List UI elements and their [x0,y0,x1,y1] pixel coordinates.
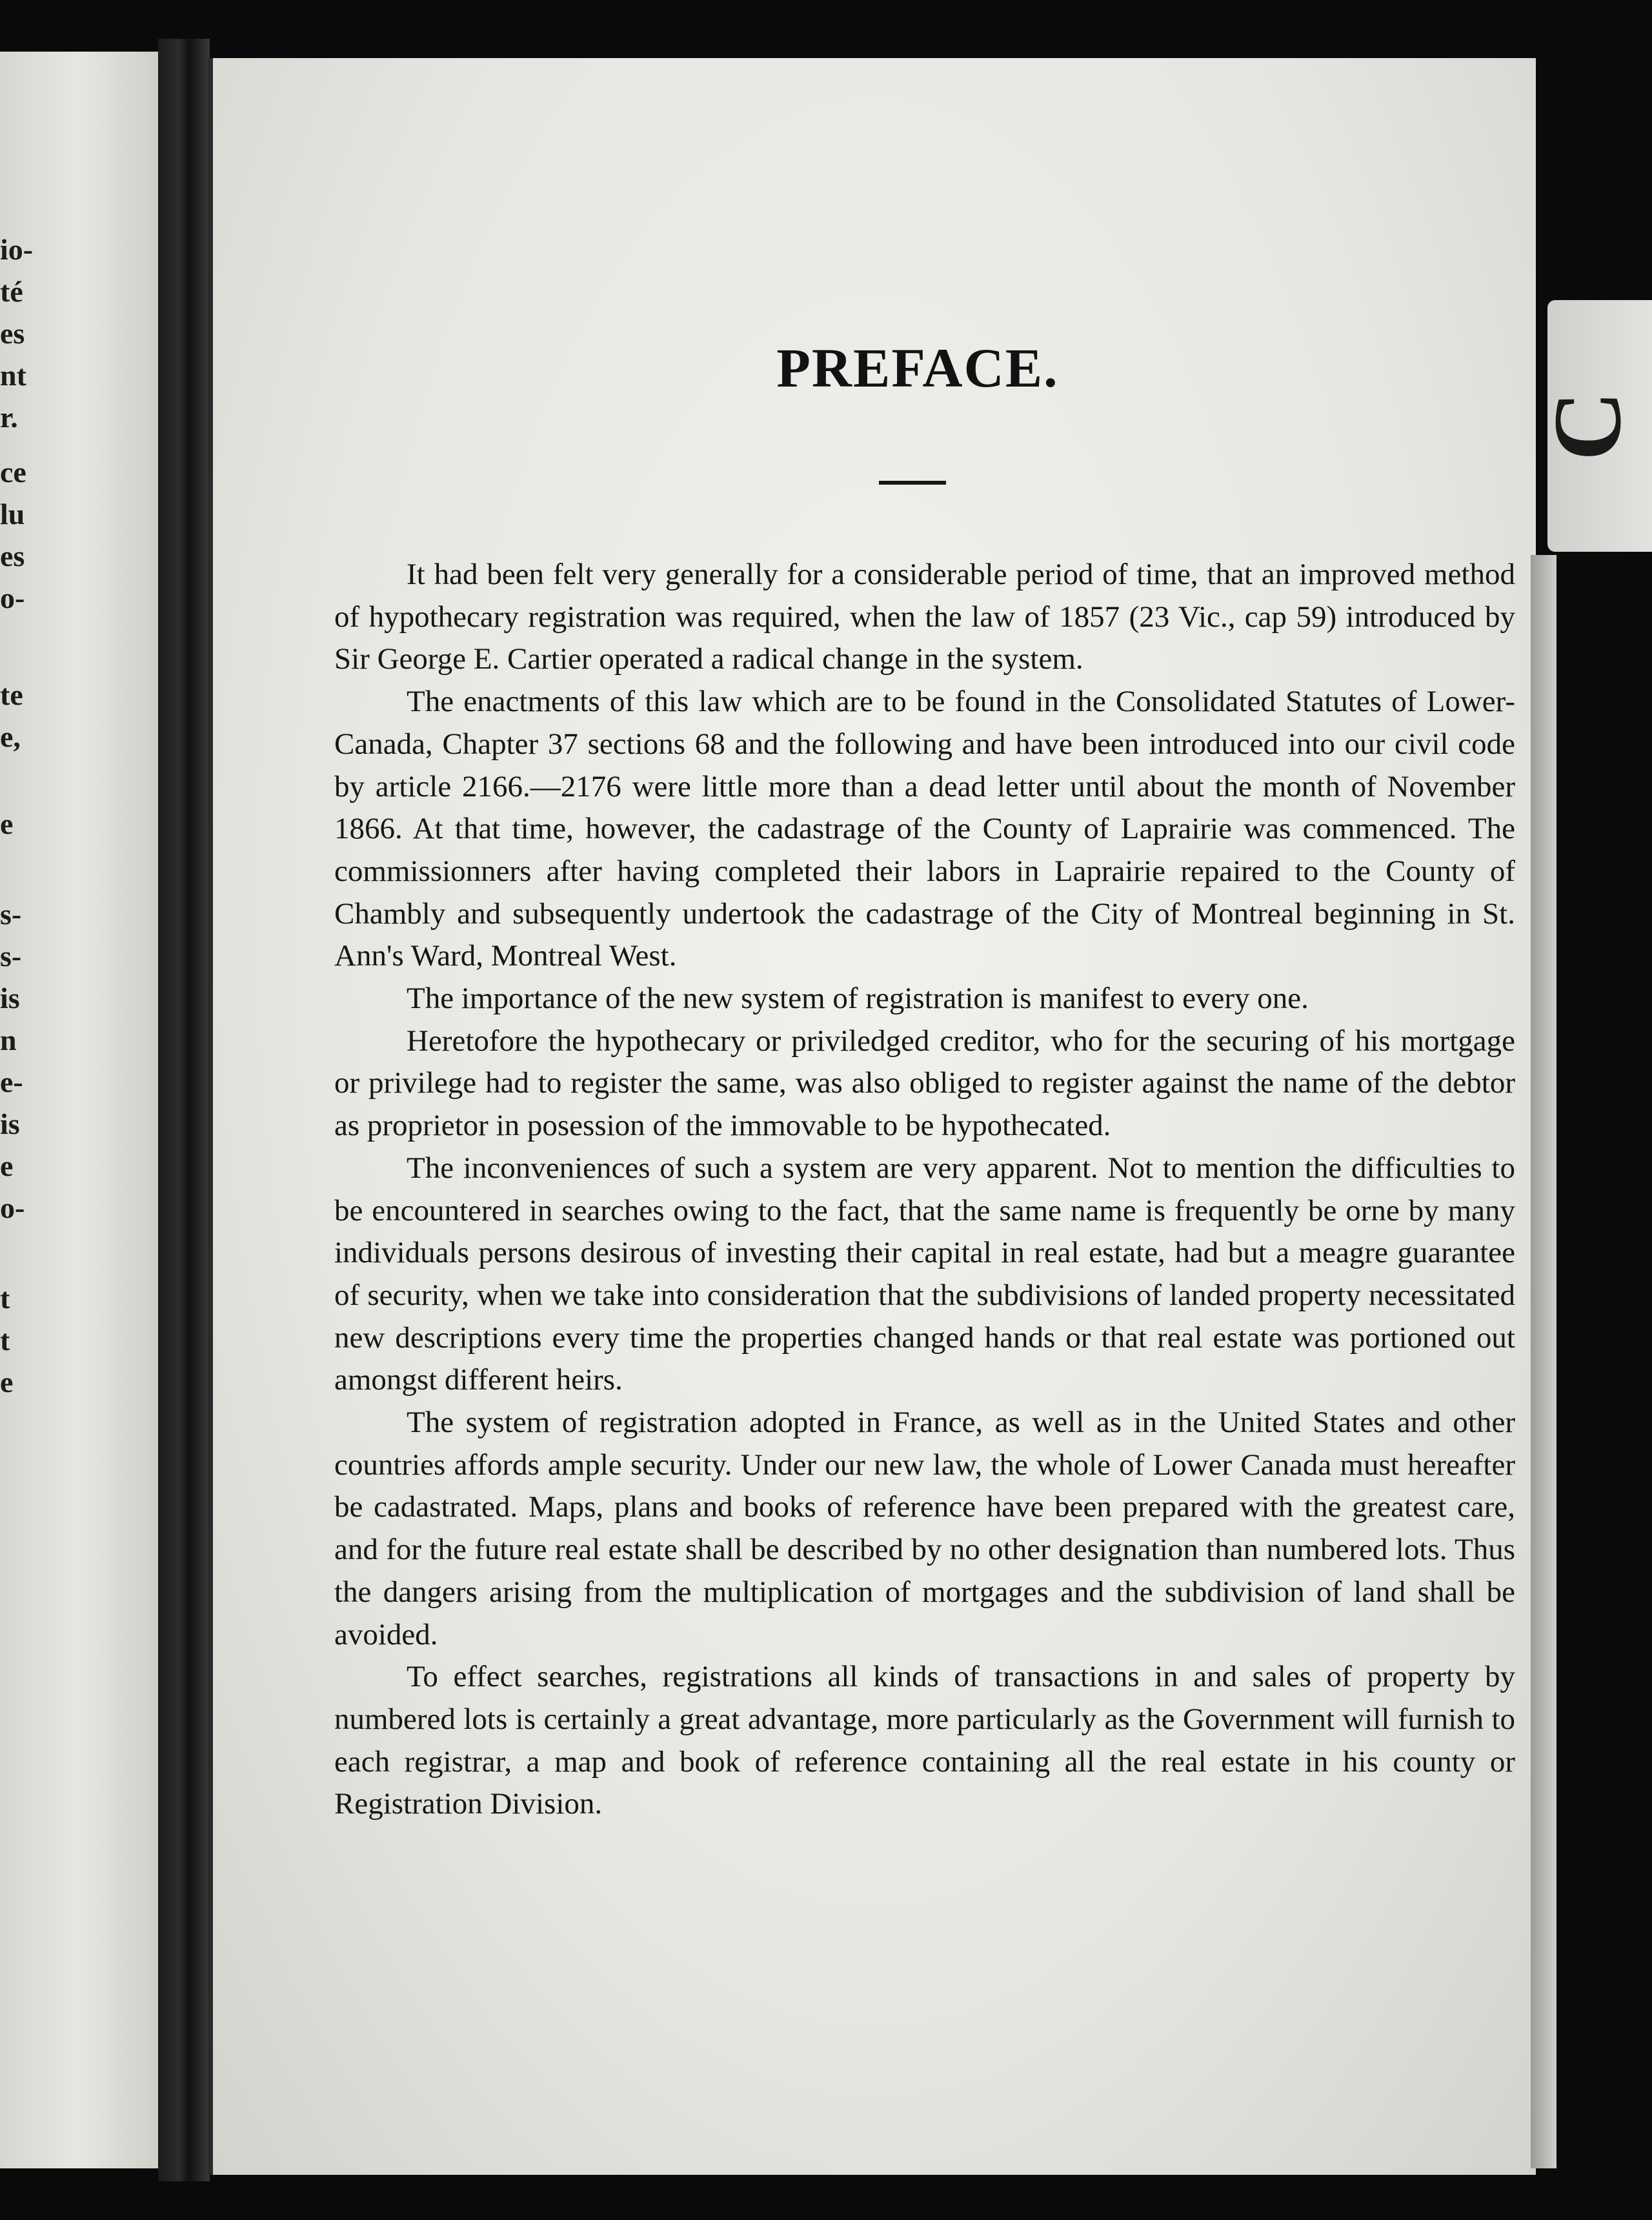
left-page-fragment: e [0,1149,14,1182]
left-page-fragment: o- [0,1191,25,1224]
left-page-fragment: e [0,807,14,840]
left-page-fragment: is [0,1107,20,1140]
left-page-fragment: es [0,317,25,350]
left-page-fragment: ce [0,456,26,489]
paragraph-7: To effect searches, registrations all kinds of transactions in and sales of property by numbered lots is certainly a great advantage, more particularly as the Government will furnish to each registrar, a map and book of reference containing all the real estate in his county or Registration Division. [334,1660,1515,1821]
binding-gutter [158,39,210,2181]
title-rule-divider [879,481,946,485]
left-page-fragment: n [0,1024,17,1056]
paragraph-3: The importance of the new system of registration is manifest to every one. [407,982,1309,1016]
left-page-fragment: e, [0,720,21,753]
left-page-fragment: e- [0,1065,23,1098]
left-page-fragment: nt [0,359,26,392]
left-page-fragment: té [0,275,23,308]
paragraph-2: The enactments of this law which are to be found in the Consolidated Statutes of Lower-Canada, Chapter 37 sections 68 and the following and have been introduced into our civil code by article 2166.—2176 were little more than a dead letter until about the month of November 1866. At that time, however, the cadastrage of the County of Laprairie was commenced. The commissionners after having completed their labors in Laprairie repaired to the County of Chambly and subsequently undertook the cadastrage of the City of Montreal beginning in St. Ann's Ward, Montreal West. [334,685,1515,973]
left-page-fragment: te [0,678,23,711]
left-page-fragment: s- [0,898,22,931]
paragraph-1: It had been felt very generally for a considerable period of time, that an improved method of hypothecary registration was required, when the law of 1857 (23 Vic., cap 59) introduced by Sir George E. Cartier operated a radical change in the system. [334,558,1515,676]
left-page-fragment: lu [0,498,25,530]
paragraph-4: Heretofore the hypothecary or priviledged creditor, who for the securing of his mortgage or privilege had to register the same, was also obliged to register against the name of the debtor as proprietor in posession of the immovable to be hypothecated. [334,1024,1515,1143]
left-page-text-fragments [0,52,158,2168]
left-page-fragment: es [0,540,25,572]
paragraph-5: The inconveniences of such a system are very apparent. Not to mention the difficulties to be encountered in searches owing to the fact, that the same name is frequently be orne by many individuals persons desirous of investing their capital in real estate, had but a meagre guarantee of security, when we take into consideration that the subdivisions of landed property necessitated new descriptions every time the properties changed hands or that real estate was portioned out amongst different heirs. [334,1151,1515,1397]
left-page-fragment: r. [0,401,18,434]
left-facing-page [0,52,158,2168]
preface-body [334,554,1515,1826]
paragraph-6: The system of registration adopted in France, as well as in the United States and other countries affords ample security. Under our new law, the whole of Lower Canada must hereafter be cadastrated. Maps, plans and books of reference have been prepared with the greatest care, and for the future real estate shall be described by no other designation than numbered lots. Thus the dangers arising from the multiplication of mortgages and the subdivision of land shall be avoided. [334,1406,1515,1651]
thumb-index-tab-letter: C [1534,390,1641,461]
left-page-fragment: t [0,1282,10,1315]
left-page-fragment: e [0,1366,14,1398]
left-page-fragment: s- [0,940,22,973]
page-title: PREFACE. [776,337,1059,399]
left-page-fragment: t [0,1324,10,1357]
right-page-edge [1531,555,1556,2168]
left-page-fragment: io- [0,233,34,266]
left-page-fragment: o- [0,581,25,614]
left-page-fragment: is [0,982,20,1014]
